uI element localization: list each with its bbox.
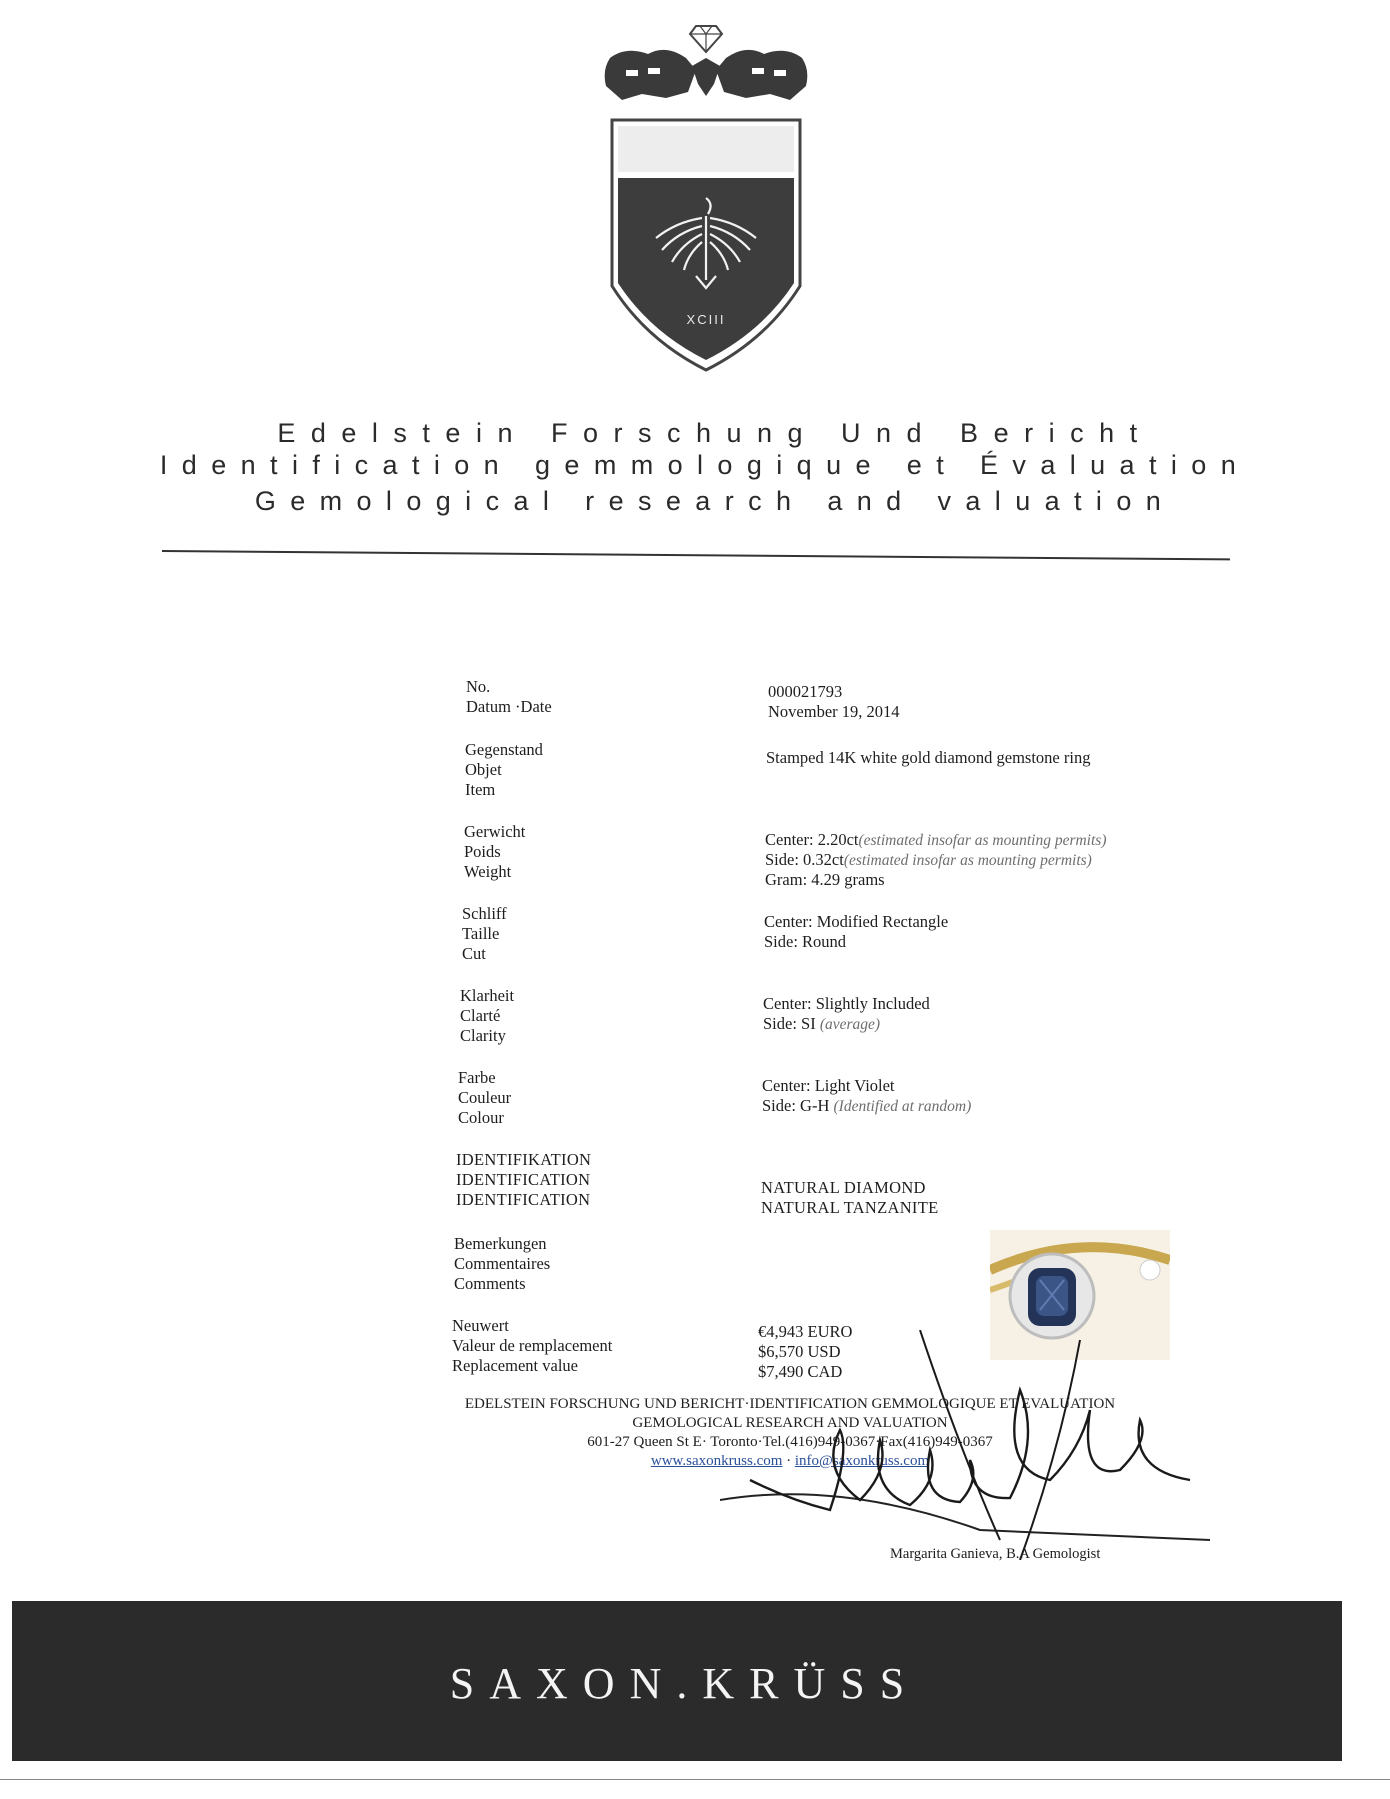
brand-name: SAXON.KRÜSS [449,1659,920,1708]
svg-text:XCIII: XCIII [686,312,726,327]
field-value-labels: Neuwert Valeur de remplacement Replacement value [452,1316,613,1375]
field-number-values: 000021793 November 19, 2014 [768,682,900,721]
header-line-de: Edelstein Forschung Und Bericht [277,418,1153,448]
footer-links: www.saxonkruss.com · info@saxonkruss.com [650,1453,930,1469]
footer-address: 601-27 Queen St E· Toronto·Tel.(416)949-0367·Fax(416)949-0367 [587,1434,993,1450]
website-link[interactable]: www.saxonkruss.com [650,1453,783,1469]
field-cut-labels: Schliff Taille Cut [462,904,507,963]
diamond-icon [690,26,722,52]
email-link[interactable]: info@saxonkruss.com [794,1453,930,1469]
field-colour-labels: Farbe Couleur Colour [458,1068,512,1127]
signature-scribble [720,1330,1220,1560]
field-comments-labels: Bemerkungen Commentaires Comments [454,1234,551,1293]
field-value-values: €4,943 EURO $6,570 USD $7,490 CAD [758,1322,853,1381]
header-line-fr: Identification gemmologique et Évaluation [159,450,1251,480]
field-identification-labels: IDENTIFIKATION IDENTIFICATION IDENTIFICATION [456,1150,592,1209]
bottom-rule [0,1779,1390,1780]
gemologist-name: Margarita Ganieva, B.A Gemologist [890,1546,1101,1562]
field-item-value: Stamped 14K white gold diamond gemstone ring [766,748,1091,767]
field-clarity-values: Center: Slightly Included Side: SI (average) [763,994,930,1033]
header-line-en: Gemological research and valuation [254,486,1176,516]
field-item-labels: Gegenstand Objet Item [465,740,543,799]
field-weight-values: Center: 2.20ct(estimated insofar as mounting permits) Side: 0.32ct(estimated insofar as mounting permits) Gram: 4.29 grams [765,830,1107,889]
field-cut-values: Center: Modified Rectangle Side: Round [764,912,949,951]
header-rule [162,550,1230,560]
field-weight-labels: Gerwicht Poids Weight [464,822,526,881]
crest-logo [596,18,816,373]
field-colour-values: Center: Light Violet Side: G-H (Identified at random) [762,1076,972,1115]
field-number-labels: No. Datum ·Date [466,677,552,716]
field-clarity-labels: Klarheit Clarté Clarity [460,986,515,1045]
footer-line-1: EDELSTEIN FORSCHUNG UND BERICHT·IDENTIFICATION GEMMOLOGIQUE ET EVALUATION [464,1396,1116,1412]
footer-line-2: GEMOLOGICAL RESEARCH AND VALUATION [632,1415,948,1431]
wreath-icon [605,50,808,100]
field-identification-values: NATURAL DIAMOND NATURAL TANZANITE [761,1178,939,1217]
